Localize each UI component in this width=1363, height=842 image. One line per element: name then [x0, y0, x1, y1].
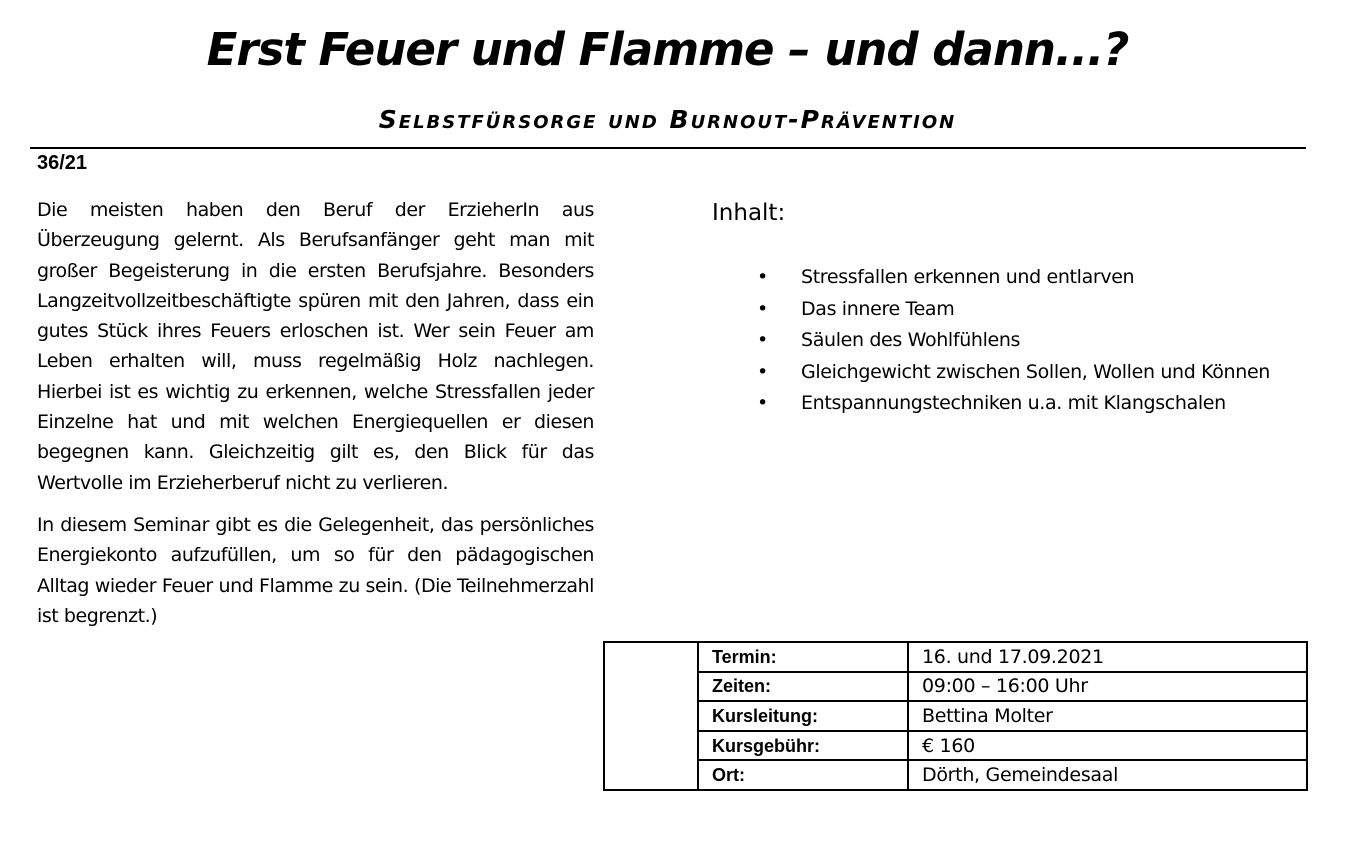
details-blank-cell: [604, 642, 698, 790]
table-row: [604, 731, 1307, 761]
header-divider: [30, 147, 1306, 149]
detail-value-kursgebuehr: € 160: [908, 731, 1307, 761]
description-paragraph-2: In diesem Seminar gibt es die Gelegenheit, das persönliches Energiekonto aufzufüllen, um so für den pädagogischen Alltag wieder Feuer und Flamme zu sein. (Die Teilnehmerzahl ist begrenzt.): [37, 513, 594, 627]
content-list-item: [757, 325, 1277, 356]
detail-value-kursleitung: Bettina Molter: [908, 701, 1307, 731]
table-row: [604, 642, 1307, 672]
content-item-text: Entspannungstechniken u.a. mit Klangschalen: [801, 392, 1226, 414]
content-list-item: [757, 357, 1277, 388]
content-list: [757, 262, 1277, 420]
table-row: [604, 760, 1307, 790]
page-title: Erst Feuer und Flamme – und dann...?: [206, 23, 1129, 76]
content-list-item: [757, 262, 1277, 293]
course-description: [37, 195, 594, 643]
table-row: [604, 701, 1307, 731]
course-details-table: [603, 641, 1308, 791]
bullet-icon: •: [757, 360, 768, 383]
content-item-text: Das innere Team: [801, 297, 955, 320]
description-paragraph-1: Die meisten haben den Beruf der ErzieherIn aus Überzeugung gelernt. Als Berufsanfänger geht man mit großer Begeisterung in die ersten Berufsjahre. Besonders Langzeitvollzeitbeschäftigte spüren mit den Jahren, dass ein gutes Stück ihres Feuers erloschen ist. Wer sein Feuer am Leben erhalten will, muss regelmäßig Holz nachlegen. Hierbei ist es wichtig zu erkennen, welche Stressfallen jeder Einzelne hat und mit welchen Energiequellen er diesen begegnen kann. Gleichzeitig gilt es, den Blick für das Wertvolle im Erzieherberuf nicht zu verlieren.: [37, 199, 594, 494]
detail-value-ort: Dörth, Gemeindesaal: [908, 760, 1307, 790]
content-item-text: Stressfallen erkennen und entlarven: [801, 266, 1135, 288]
table-row: [604, 672, 1307, 702]
content-list-item: [757, 294, 1277, 325]
content-item-text: Säulen des Wohlfühlens: [801, 329, 1021, 351]
page-subtitle: Selbstfürsorge und Burnout-Prävention: [378, 105, 957, 134]
detail-value-zeiten: 09:00 – 16:00 Uhr: [908, 672, 1307, 702]
detail-label-zeiten: Zeiten:: [698, 672, 908, 702]
bullet-icon: •: [757, 329, 768, 351]
detail-label-kursgebuehr: Kursgebühr:: [698, 731, 908, 761]
content-item-text: Gleichgewicht zwischen Sollen, Wollen und Können: [801, 360, 1270, 383]
detail-label-kursleitung: Kursleitung:: [698, 701, 908, 731]
content-heading: Inhalt:: [712, 200, 786, 226]
bullet-icon: •: [757, 392, 768, 414]
detail-label-termin: Termin:: [698, 642, 908, 672]
bullet-icon: •: [757, 297, 768, 320]
content-list-item: [757, 388, 1277, 419]
detail-label-ort: Ort:: [698, 760, 908, 790]
course-number: 36/21: [37, 152, 88, 174]
bullet-icon: •: [757, 266, 768, 288]
detail-value-termin: 16. und 17.09.2021: [908, 642, 1307, 672]
